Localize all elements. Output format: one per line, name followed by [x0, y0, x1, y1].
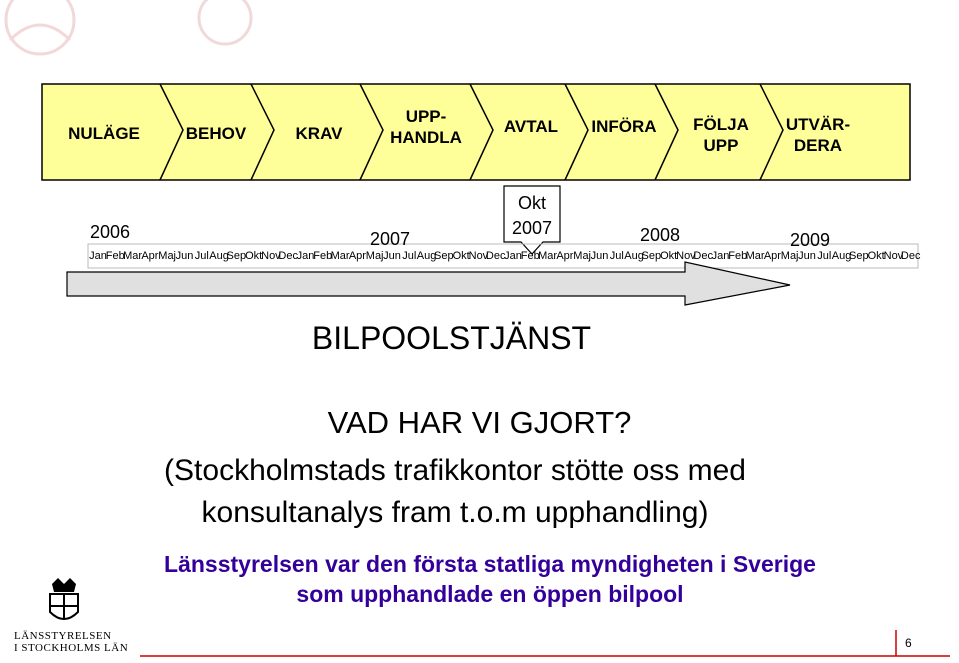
month-label: Apr	[763, 250, 781, 262]
phase-utvardera: UTVÄR- DERA	[785, 115, 851, 155]
month-label: Aug	[831, 250, 852, 262]
month-label: Aug	[624, 250, 644, 262]
highlight-text: Länsstyrelsen var den första statliga myndigheten i Sverige som upphandlade en öppen bilpool	[164, 551, 816, 607]
month-label: Mar	[330, 250, 350, 262]
month-label: Apr	[348, 250, 366, 262]
phase-behov: BEHOV	[185, 123, 247, 143]
month-label: Aug	[209, 250, 229, 262]
month-label: Jan	[89, 250, 107, 262]
month-label: Maj	[158, 250, 177, 262]
month-label: Sep	[226, 250, 247, 262]
question-heading: VAD HAR VI GJORT?	[327, 405, 632, 440]
month-label: Apr	[556, 250, 574, 262]
month-label: Dec	[485, 250, 506, 262]
month-label: Aug	[416, 250, 437, 262]
month-label: Nov	[261, 250, 281, 262]
month-label: Jun	[383, 250, 401, 262]
month-label: Jul	[402, 250, 417, 262]
phase-infora: INFÖRA	[591, 116, 657, 136]
service-heading: BILPOOLSTJÄNST	[311, 320, 592, 356]
month-label: Mar	[538, 250, 558, 262]
month-label: Feb	[313, 250, 333, 262]
crest-watermark-icon	[6, 0, 251, 54]
month-label: Nov	[883, 250, 904, 262]
month-label: Nov	[676, 250, 696, 262]
phase-upphandla: UPP- HANDLA	[390, 107, 462, 147]
month-label: Jul	[817, 250, 832, 262]
month-label: Sep	[641, 250, 662, 262]
month-label: Okt	[660, 250, 678, 262]
year-2009: 2009	[790, 230, 831, 250]
month-label: Mar	[745, 250, 765, 262]
page-number: 6	[905, 636, 912, 650]
year-2007: 2007	[370, 229, 411, 249]
month-label: Jun	[590, 250, 609, 262]
month-label: Dec	[693, 250, 713, 262]
body-text: (Stockholmstads trafikkontor stötte oss med konsultanalys fram t.o.m upphandling)	[164, 454, 746, 529]
phase-krav: KRAV	[295, 123, 343, 143]
logo-text	[14, 630, 128, 654]
logo-line-2: I STOCKHOLMS LÄN	[14, 642, 129, 654]
month-label: Dec	[278, 250, 298, 262]
month-label: Feb	[728, 250, 748, 262]
logo-line-1: LÄNSSTYRELSEN	[14, 630, 112, 642]
phase-folja-upp: FÖLJA UPP	[693, 115, 749, 155]
month-label: Sep	[849, 250, 869, 262]
month-label: Jul	[194, 250, 209, 262]
phase-avtal: AVTAL	[503, 116, 559, 136]
month-label: Jan	[504, 250, 522, 262]
month-label: Jan	[296, 250, 315, 262]
month-label: Feb	[105, 250, 125, 262]
month-label: Jul	[609, 250, 624, 262]
marker-year: 2007	[511, 218, 553, 238]
month-label: Okt	[452, 250, 470, 262]
month-label: Maj	[365, 250, 384, 262]
marker-month: Okt	[517, 193, 546, 213]
month-label: Feb	[520, 250, 540, 262]
month-label: Sep	[434, 250, 454, 262]
month-label: Okt	[245, 250, 263, 262]
month-label: Jun	[798, 250, 816, 262]
month-label: Jan	[711, 250, 730, 262]
month-label: Mar	[123, 250, 143, 262]
month-label: Nov	[468, 250, 489, 262]
year-2008: 2008	[640, 225, 681, 245]
month-label: Dec	[900, 250, 921, 262]
month-label: Maj	[780, 250, 799, 262]
phase-nulage: NULÄGE	[68, 123, 140, 143]
month-label: Maj	[573, 250, 592, 262]
month-label: Apr	[141, 250, 159, 262]
month-label: Jun	[175, 250, 194, 262]
month-label: Okt	[867, 250, 885, 262]
year-2006: 2006	[90, 222, 131, 242]
